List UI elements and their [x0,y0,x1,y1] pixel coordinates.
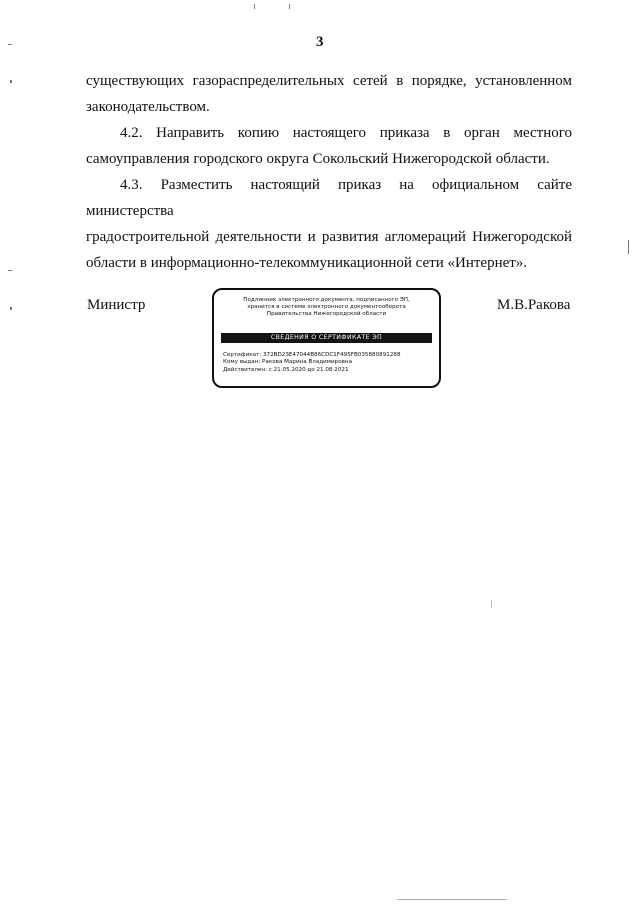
stamp-header-line: хранится в системе электронного документооборота [247,304,406,311]
signatory-name: М.В.Ракова [497,297,571,313]
paragraph-line: 4.3. Разместить настоящий приказ на официальном сайте министерства [86,177,572,219]
certificate-value: 372BD23E47044B86CDC1F495FB035880891288 [262,352,401,358]
validity-value: с 21.05.2020 до 21.08.2021 [268,366,349,373]
paragraph-line: самоуправления городского округа Сокольский Нижегородской области. [86,151,550,167]
paragraph-networks [86,68,572,120]
paragraph-4-3 [86,172,572,276]
certificate-row [223,352,433,359]
stamp-header-line: Подлинник электронного документа, подписанного ЭП, [243,297,410,303]
scan-mark [289,4,290,9]
certificate-label: Сертификат: [223,352,262,358]
issued-to-row [223,359,433,366]
stamp-header [220,297,433,319]
scan-mark [10,307,12,310]
paragraph-line: области в информационно-телекоммуникационной сети «Интернет». [86,255,528,271]
scan-mark [628,240,629,254]
stamp-title: СВЕДЕНИЯ О СЕРТИФИКАТЕ ЭП [221,333,432,343]
stamp-details [223,352,433,374]
paragraph-4-2 [86,120,572,172]
validity-row [223,367,433,374]
paragraph-line: существующих газораспределительных сетей в порядке, установленном [86,73,572,89]
electronic-signature-stamp [212,288,441,388]
stamp-header-line: Правительства Нижегородской области [266,311,387,318]
page-number: 3 [316,34,324,50]
issued-to-label: Кому выдан: [223,359,261,366]
scan-mark [10,80,12,83]
scan-mark [254,4,255,9]
signatory-position: Министр [87,297,146,313]
issued-to-value: Ракова Марина Владимировна [262,359,353,366]
validity-label: Действителен: [223,366,267,373]
scan-mark [491,600,492,608]
paragraph-line: градостроительной деятельности и развития агломераций Нижегородской [86,229,572,245]
paragraph-line: 4.2. Направить копию настоящего приказа в орган местного [120,125,572,141]
scan-mark [8,270,12,271]
scan-mark [8,44,12,45]
scan-mark [397,899,507,900]
paragraph-line: законодательством. [86,99,210,115]
